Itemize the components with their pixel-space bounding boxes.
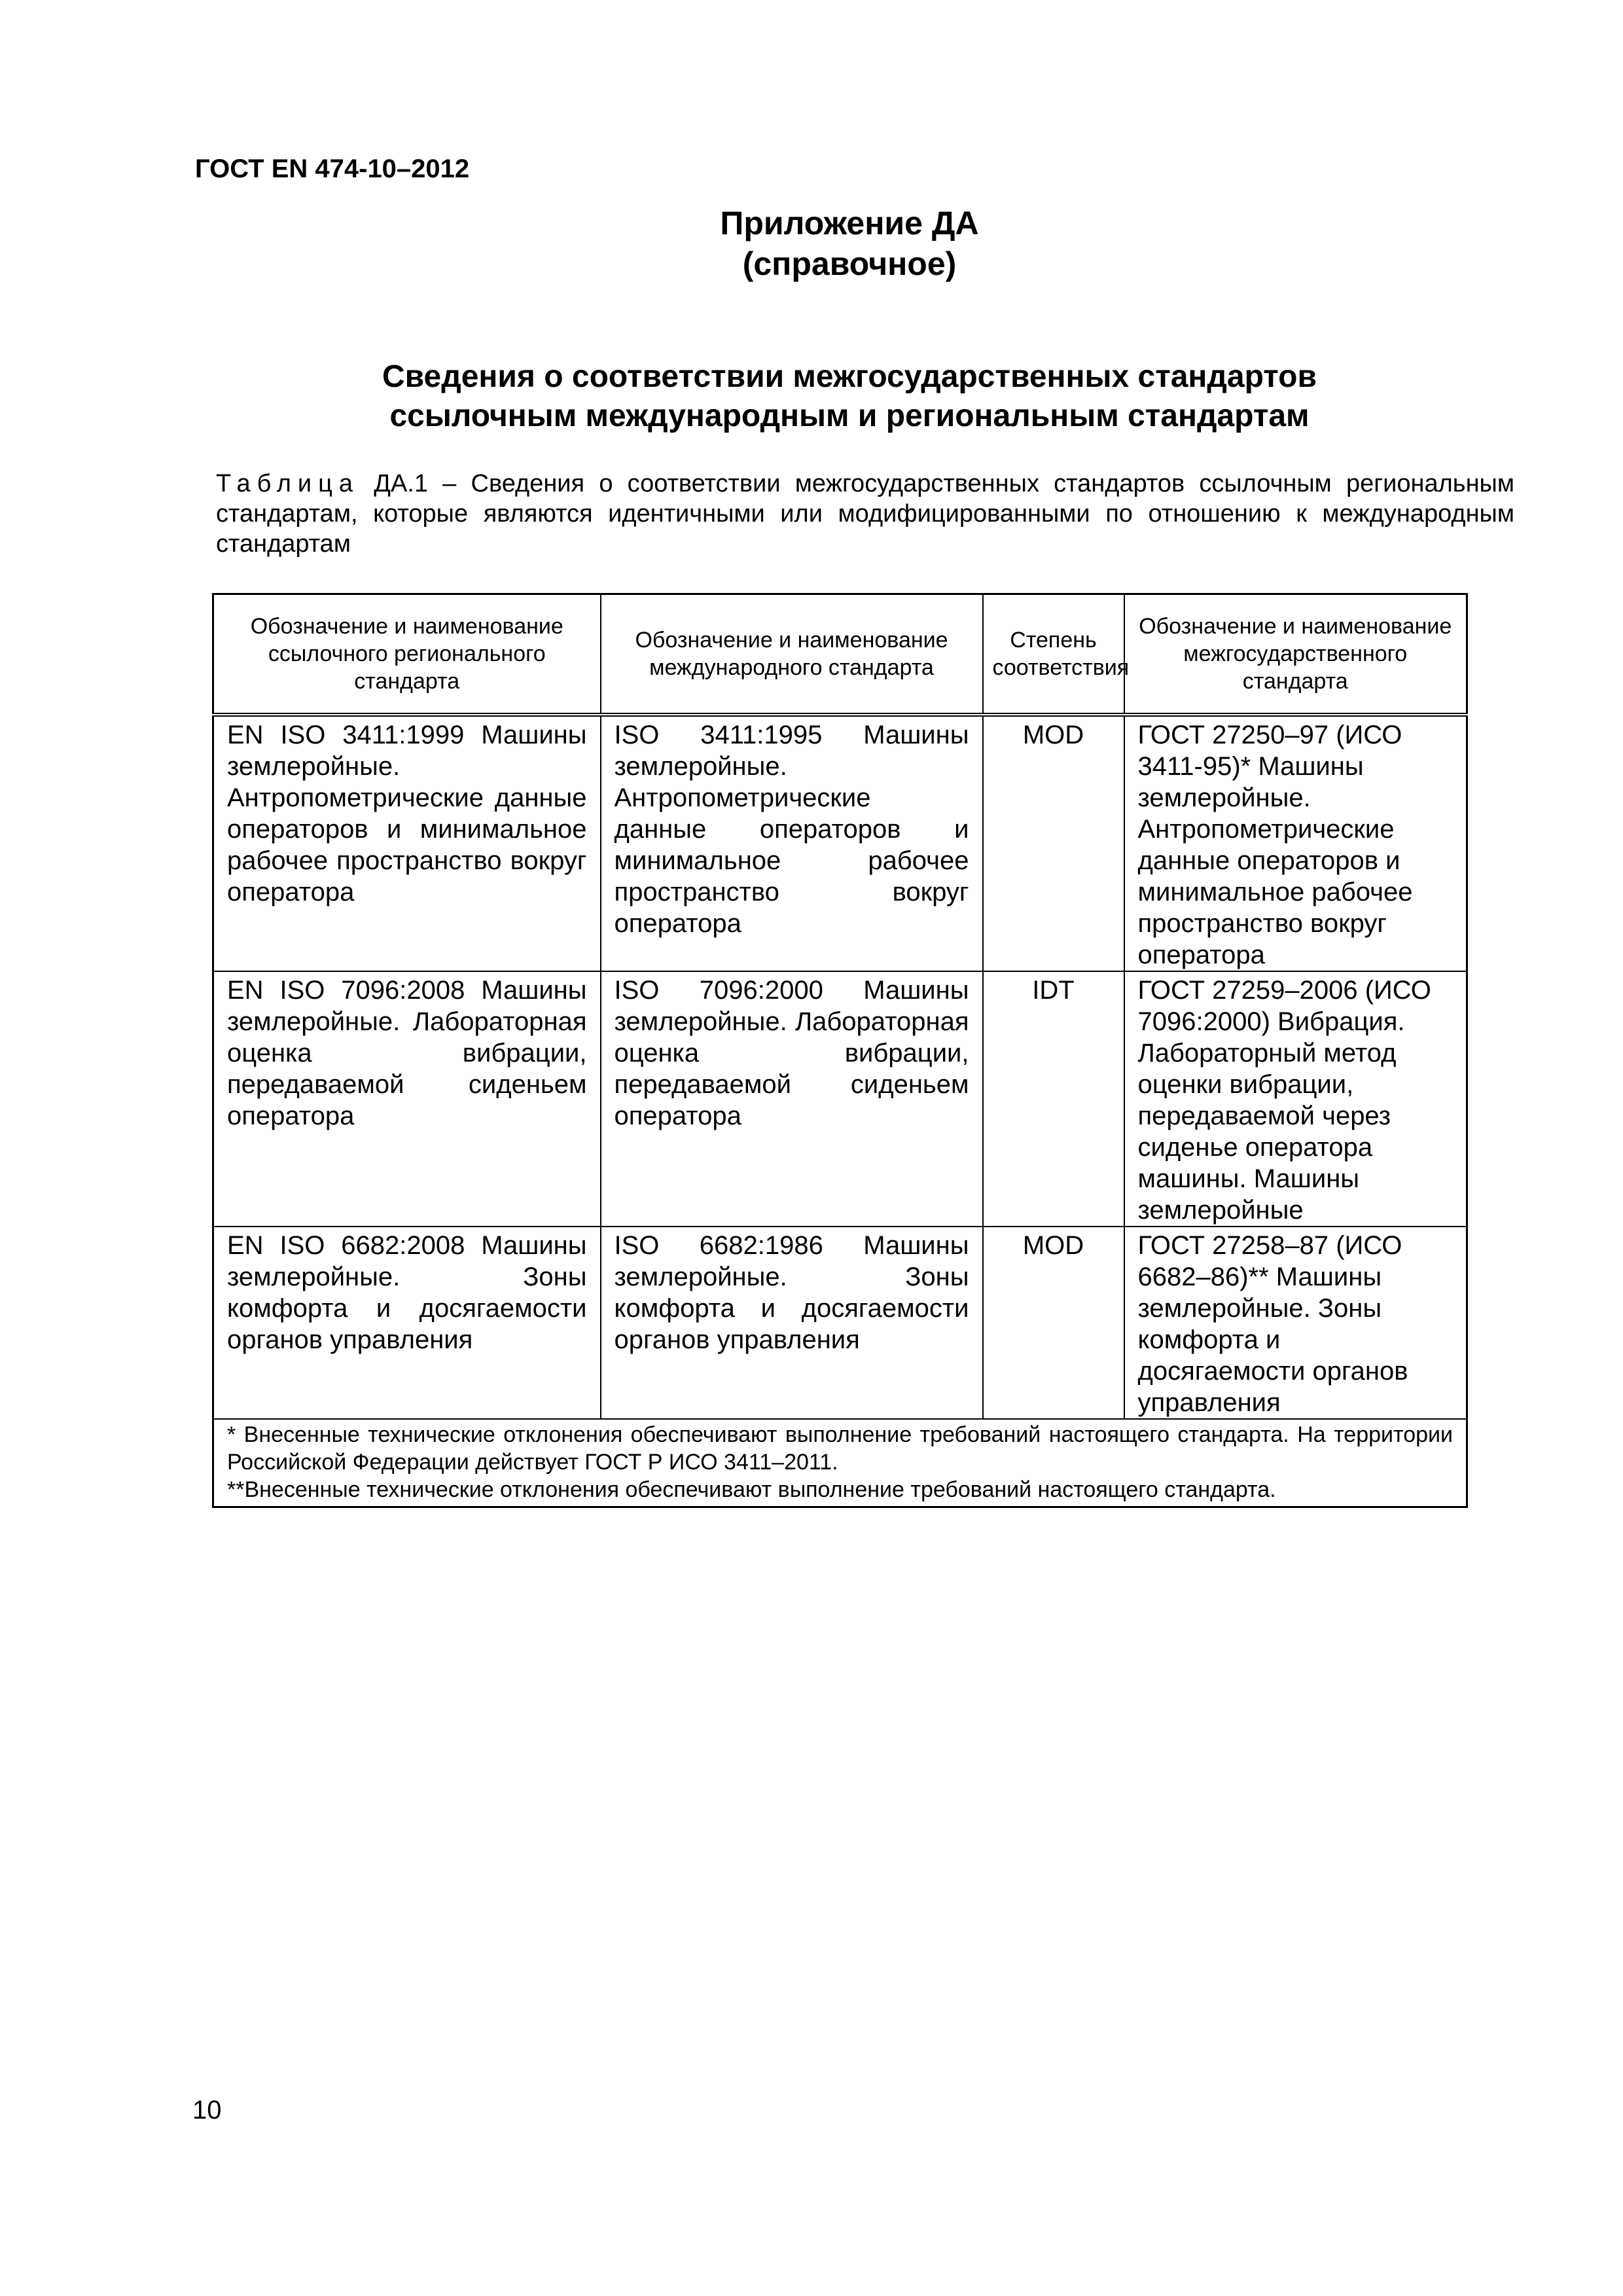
cell-international-standard: ISO 6682:1986 Машины землеройные. Зоны комфорта и досягаемости органов управления <box>601 1227 983 1419</box>
table-caption-text: ДА.1 – Сведения о соответствии межгосударственных стандартов ссылочным региональным стандартам, которые являются идентичными или модифицированными по отношению к международным стандартам <box>216 470 1514 558</box>
cell-degree: MOD <box>983 1227 1124 1419</box>
page-number: 10 <box>192 2096 222 2125</box>
annex-title: Приложение ДА <box>720 205 979 242</box>
table-footnote-row <box>213 1419 1467 1507</box>
section-title-line-1: Сведения о соответствии межгосударственных стандартов <box>382 359 1317 394</box>
table-caption-label: Таблица <box>216 470 359 497</box>
section-title-line-2: ссылочным международным и региональным стандартам <box>389 399 1310 433</box>
footnote-double-asterisk: **Внесенные технические отклонения обеспечивают выполнение требований настоящего стандарта. <box>227 1477 1276 1502</box>
footnote-single-asterisk: * Внесенные технические отклонения обеспечивают выполнение требований настоящего стандарта. На территории Российской Федерации действует ГОСТ Р ИСО 3411–2011. <box>227 1422 1453 1475</box>
table-caption <box>216 469 1514 559</box>
annex-status: (справочное) <box>742 245 957 282</box>
table-row <box>213 1227 1467 1419</box>
cell-interstate-standard: ГОСТ 27259–2006 (ИСО 7096:2000) Вибрация. Лабораторный метод оценки вибрации, передаваемой через сиденье оператора машины. Машины землеройные <box>1124 971 1467 1227</box>
header-degree-of-correspondence: Степень соответствия <box>983 594 1124 715</box>
cell-interstate-standard: ГОСТ 27258–87 (ИСО 6682–86)** Машины землеройные. Зоны комфорта и досягаемости органов управления <box>1124 1227 1467 1419</box>
table-row <box>213 715 1467 971</box>
cell-international-standard: ISO 3411:1995 Машины землеройные. Антропометрические данные операторов и минимальное рабочее пространство вокруг оператора <box>601 715 983 971</box>
standards-correspondence-table <box>212 593 1468 1508</box>
header-regional-standard: Обозначение и наименование ссылочного регионального стандарта <box>213 594 601 715</box>
cell-degree: IDT <box>983 971 1124 1227</box>
table-header-row <box>213 594 1467 715</box>
header-interstate-standard: Обозначение и наименование межгосударственного стандарта <box>1124 594 1467 715</box>
table-footnotes <box>213 1419 1467 1507</box>
cell-interstate-standard: ГОСТ 27250–97 (ИСО 3411-95)* Машины землеройные. Антропометрические данные операторов и минимальное рабочее пространство вокруг оператора <box>1124 715 1467 971</box>
cell-regional-standard: EN ISO 6682:2008 Машины землеройные. Зоны комфорта и досягаемости органов управления <box>213 1227 601 1419</box>
cell-international-standard: ISO 7096:2000 Машины землеройные. Лабораторная оценка вибрации, передаваемой сиденьем оператора <box>601 971 983 1227</box>
cell-regional-standard: EN ISO 3411:1999 Машины землеройные. Антропометрические данные операторов и минимальное рабочее пространство вокруг оператора <box>213 715 601 971</box>
cell-degree: MOD <box>983 715 1124 971</box>
header-international-standard: Обозначение и наименование международного стандарта <box>601 594 983 715</box>
document-code: ГОСТ EN 474-10–2012 <box>195 154 470 183</box>
table-row <box>213 971 1467 1227</box>
cell-regional-standard: EN ISO 7096:2008 Машины землеройные. Лабораторная оценка вибрации, передаваемой сиденьем оператора <box>213 971 601 1227</box>
